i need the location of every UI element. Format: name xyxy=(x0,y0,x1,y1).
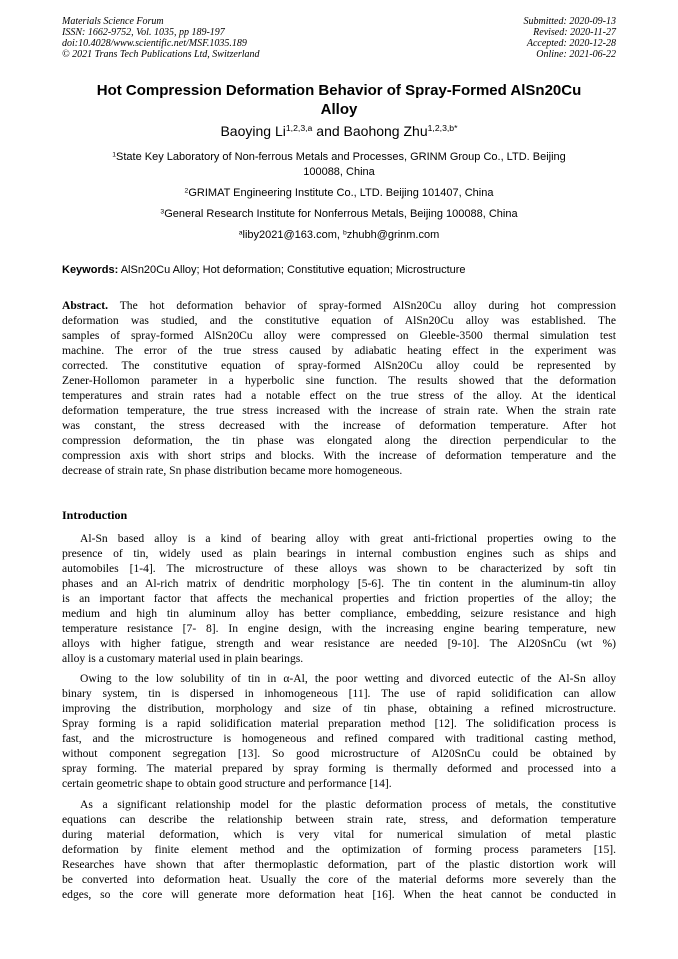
abstract-line: machine. The error of the true stress caused by adiabatic heating effect in the experiment was xyxy=(62,344,616,357)
paragraph-line: alloys with higher fatigue, strength and wear resistance are needed [9-10]. The Al20SnCu (wt %) xyxy=(62,637,616,650)
header-left xyxy=(62,16,260,60)
email-b[interactable]: zhubh@grinm.com xyxy=(346,229,440,241)
paragraph-line: equations can describe the relationship between strain rate, stress, and deformation temperature xyxy=(62,813,616,826)
affiliation-1-line-2: 100088, China xyxy=(303,166,375,178)
author-2-affil: 1,2,3,b* xyxy=(427,123,458,134)
email-a-mark: a xyxy=(238,229,243,237)
email-b-mark: b xyxy=(342,229,347,237)
paper-title xyxy=(62,81,616,119)
paragraph-line: deformation by finite element method and the optimization of forming process parameters [15]. xyxy=(62,843,616,856)
intro-paragraph-3 xyxy=(62,797,616,902)
author-emails xyxy=(62,228,616,243)
author-1-affil: 1,2,3,a xyxy=(285,123,313,134)
paragraph-line: As a significant relationship model for the plastic deformation process of metals, the constitutive xyxy=(80,798,616,811)
doi-line: doi:10.4028/www.scientific.net/MSF.1035.189 xyxy=(62,38,247,49)
paragraph-line: automobiles [1-4]. The microstructure of these alloys was shown to be characterized by soft tin xyxy=(62,562,616,575)
abstract-line: was constant, the stress decreased with the increase of deformation temperature. After hot xyxy=(62,419,616,432)
abstract xyxy=(62,298,616,478)
author-list xyxy=(62,122,616,140)
header-right xyxy=(524,16,617,60)
author-separator: and xyxy=(312,123,344,139)
online-date: Online: 2021-06-22 xyxy=(536,49,616,60)
affiliation-1 xyxy=(62,150,616,180)
intro-paragraph-2 xyxy=(62,671,616,791)
paragraph-line: be converted into deformation heat. Usually the core of the material deforms more severely than the xyxy=(62,873,616,886)
title-line-1: Hot Compression Deformation Behavior of Spray-Formed AlSn20Cu xyxy=(96,82,582,99)
paragraph-line: spray forming. The material prepared by spray forming is thermally deformed and processed into a xyxy=(62,762,616,775)
paragraph-line: is an important factor that affects the mechanical properties and friction properties of the alloy; the xyxy=(62,592,616,605)
paragraph-line: alloy is a customary material used in plain bearings. xyxy=(62,652,304,665)
paragraph-line: edges, so the core will generate more deformation heat [16]. When the heat cannot be conducted in xyxy=(62,888,616,901)
paragraph-line: binary system, tin is dispersed in inhomogeneous [11]. The use of rapid solidification can allow xyxy=(62,687,616,700)
paragraph-line: Researches have shown that after thermoplastic deformation, part of the plastic distortion work will xyxy=(62,858,616,871)
title-line-2: Alloy xyxy=(320,101,358,118)
copyright-line: © 2021 Trans Tech Publications Ltd, Switzerland xyxy=(62,49,260,60)
abstract-line: Zener-Hollomon parameter in a hyperbolic sine function. The results showed that the deformation xyxy=(62,374,616,387)
paragraph-line: Al-Sn based alloy is a kind of bearing alloy with great anti-frictional properties owing to the xyxy=(80,532,616,545)
affiliation-1-line-1: State Key Laboratory of Non-ferrous Metals and Processes, GRINM Group Co., LTD. Beijing xyxy=(116,151,566,163)
paragraph-line: medium and high tin aluminum alloy has better compliance, embedding, seizure resistance and high xyxy=(62,607,616,620)
affiliation-3-mark: 3 xyxy=(160,208,165,216)
abstract-line: compression deformation, the tin phase was elongated along the direction perpendicular to the xyxy=(62,434,616,447)
abstract-line: Abstract. The hot deformation behavior of spray-formed AlSn20Cu alloy during hot compression xyxy=(62,299,616,312)
paragraph-line: certain geometric shape to obtain good structure and performance [14]. xyxy=(62,777,392,790)
revised-date: Revised: 2020-11-27 xyxy=(533,27,616,38)
affiliation-2-text: GRIMAT Engineering Institute Co., LTD. Beijing 101407, China xyxy=(188,187,494,199)
keywords-text: AlSn20Cu Alloy; Hot deformation; Constitutive equation; Microstructure xyxy=(118,264,466,276)
paragraph-line: without component segregation [13]. So good microstructure of Al20SnCu could be obtained by xyxy=(62,747,616,760)
affiliation-3-text: General Research Institute for Nonferrous Metals, Beijing 100088, China xyxy=(164,208,518,220)
abstract-line: samples of spray-formed AlSn20Cu alloy were compressed on Gleeble-3500 thermal simulation test xyxy=(62,329,616,342)
email-a[interactable]: liby2021@163.com, xyxy=(242,229,343,241)
paragraph-line: temperature resistance [7- 8]. In engine design, with the increasing engine bearing temperature, new xyxy=(62,622,616,635)
abstract-line: decrease of strain rate, Sn phase distribution became more homogeneous. xyxy=(62,464,403,477)
abstract-label: Abstract. xyxy=(62,299,109,312)
paragraph-line: phases and an Al-rich matrix of dendritic morphology [5-6]. The tin content in the aluminum-tin alloy xyxy=(62,577,616,590)
affiliation-2-mark: 2 xyxy=(184,187,189,195)
abstract-line: temperatures and strain rates had a notable effect on the true stress of the alloy. At the identical xyxy=(62,389,616,402)
affiliation-2 xyxy=(62,186,616,201)
author-1-name: Baoying Li xyxy=(220,123,286,139)
paragraph-line: Spray forming is a rapid solidification material preparation method [12]. The solidification process is xyxy=(62,717,616,730)
submitted-date: Submitted: 2020-09-13 xyxy=(523,16,616,27)
keywords xyxy=(62,263,616,278)
intro-paragraph-1 xyxy=(62,531,616,666)
paragraph-line: fast, and the microstructure is homogeneous and refined compared with traditional casting method, xyxy=(62,732,616,745)
abstract-line: corrected. The constitutive equation of spray-formed AlSn20Cu alloy could be represented by xyxy=(62,359,616,372)
issn-line: ISSN: 1662-9752, Vol. 1035, pp 189-197 xyxy=(62,27,225,38)
author-2-name: Baohong Zhu xyxy=(343,123,428,139)
journal-name: Materials Science Forum xyxy=(62,16,164,27)
affiliation-3 xyxy=(62,207,616,222)
keywords-label: Keywords: xyxy=(62,264,119,276)
section-heading-introduction: Introduction xyxy=(62,508,128,522)
paragraph-line: during material deformation, which is very vital for numerical simulation of metal plastic xyxy=(62,828,616,841)
affiliation-1-mark: 1 xyxy=(112,151,117,159)
paragraph-line: presence of tin, widely used as plain bearings in internal combustion engines such as ships and xyxy=(62,547,616,560)
accepted-date: Accepted: 2020-12-28 xyxy=(526,38,616,49)
abstract-line: compression axis with short strips and blocks. With the increase of deformation temperature and the xyxy=(62,449,616,462)
paragraph-line: Owing to the low solubility of tin in α-Al, the poor wetting and divorced eutectic of the Al-Sn alloy xyxy=(80,672,616,685)
paragraph-line: improving the distribution, morphology and size of tin phase, obtaining a refined microstructure. xyxy=(62,702,616,715)
abstract-line: deformation temperature, the true stress increased with the increase of strain rate. When the strain rate xyxy=(62,404,616,417)
abstract-line: deformation was studied, and the constitutive equation of AlSn20Cu alloy was established. The xyxy=(62,314,616,327)
